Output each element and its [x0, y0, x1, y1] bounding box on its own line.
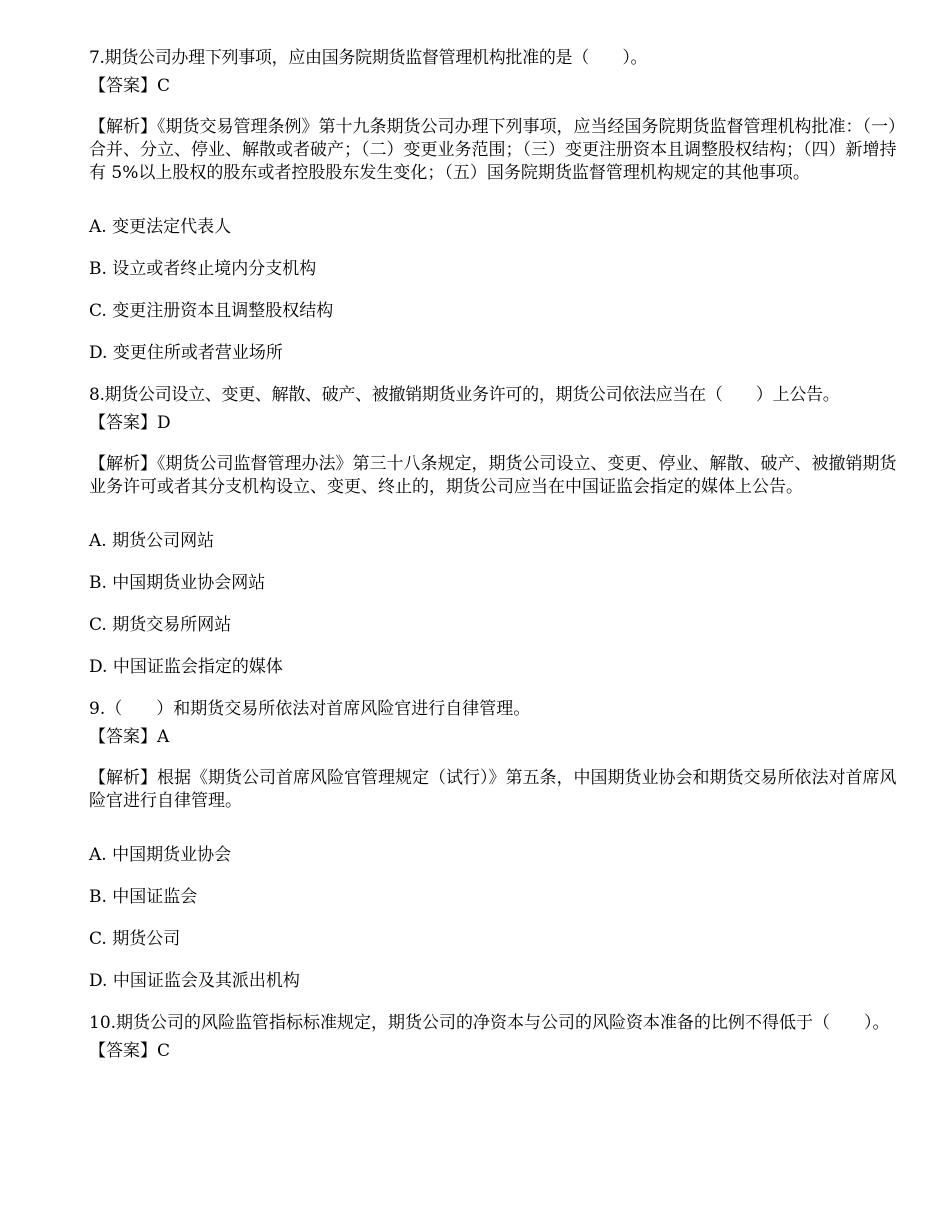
option-a: A. 期货公司网站 [89, 531, 215, 551]
option-b: B. 中国期货业协会网站 [89, 573, 266, 593]
document-page [89, 46, 904, 1063]
question-9 [89, 697, 904, 1011]
option-d: D. 中国证监会及其派出机构 [89, 971, 300, 991]
analysis-paragraph: 【解析】《期货交易管理条例》第十九条期货公司办理下列事项，应当经国务院期货监督管理机构批准：（一）合并、分立、停业、解散或者破产；（二）变更业务范围；（三）变更注册资本且调整股权结构；（四）新增持有 5%以上股权的股东或者控股股东发生变化；（五）国务院期货监督管理机构规定的其他事项。 [89, 117, 897, 183]
option-d: D. 中国证监会指定的媒体 [89, 657, 283, 677]
analysis-paragraph: 【解析】根据《期货公司首席风险官管理规定（试行）》第五条，中国期货业协会和期货交易所依法对首席风险官进行自律管理。 [89, 768, 897, 811]
option-list [89, 843, 904, 1011]
option-list [89, 529, 904, 697]
question-7 [89, 46, 904, 383]
analysis-paragraph: 【解析】《期货公司监督管理办法》第三十八条规定，期货公司设立、变更、停业、解散、破产、被撤销期货业务许可或者其分支机构设立、变更、终止的，期货公司应当在中国证监会指定的媒体上公告。 [89, 454, 897, 497]
option-c: C. 期货公司 [89, 929, 181, 949]
question-8 [89, 383, 904, 697]
question-stem: 7.期货公司办理下列事项，应由国务院期货监督管理机构批准的是（ ）。 [89, 48, 648, 68]
answer-line: 【答案】D [89, 413, 171, 433]
answer-line: 【答案】C [89, 76, 171, 96]
answer-line: 【答案】C [89, 1041, 171, 1061]
option-a: A. 变更法定代表人 [89, 217, 232, 237]
option-list [89, 215, 904, 383]
option-c: C. 期货交易所网站 [89, 615, 232, 635]
option-b: B. 中国证监会 [89, 887, 198, 907]
answer-line: 【答案】A [89, 727, 170, 747]
option-d: D. 变更住所或者营业场所 [89, 343, 283, 363]
question-stem: 10.期货公司的风险监管指标标准规定，期货公司的净资本与公司的风险资本准备的比例不得低于（ ）。 [89, 1013, 890, 1033]
question-10 [89, 1011, 904, 1063]
option-c: C. 变更注册资本且调整股权结构 [89, 301, 334, 321]
question-stem: 8.期货公司设立、变更、解散、破产、被撤销期货业务许可的，期货公司依法应当在（ ）上公告。 [89, 385, 840, 405]
option-a: A. 中国期货业协会 [89, 845, 232, 865]
option-b: B. 设立或者终止境内分支机构 [89, 259, 317, 279]
question-stem: 9.（ ）和期货交易所依法对首席风险官进行自律管理。 [89, 699, 531, 719]
